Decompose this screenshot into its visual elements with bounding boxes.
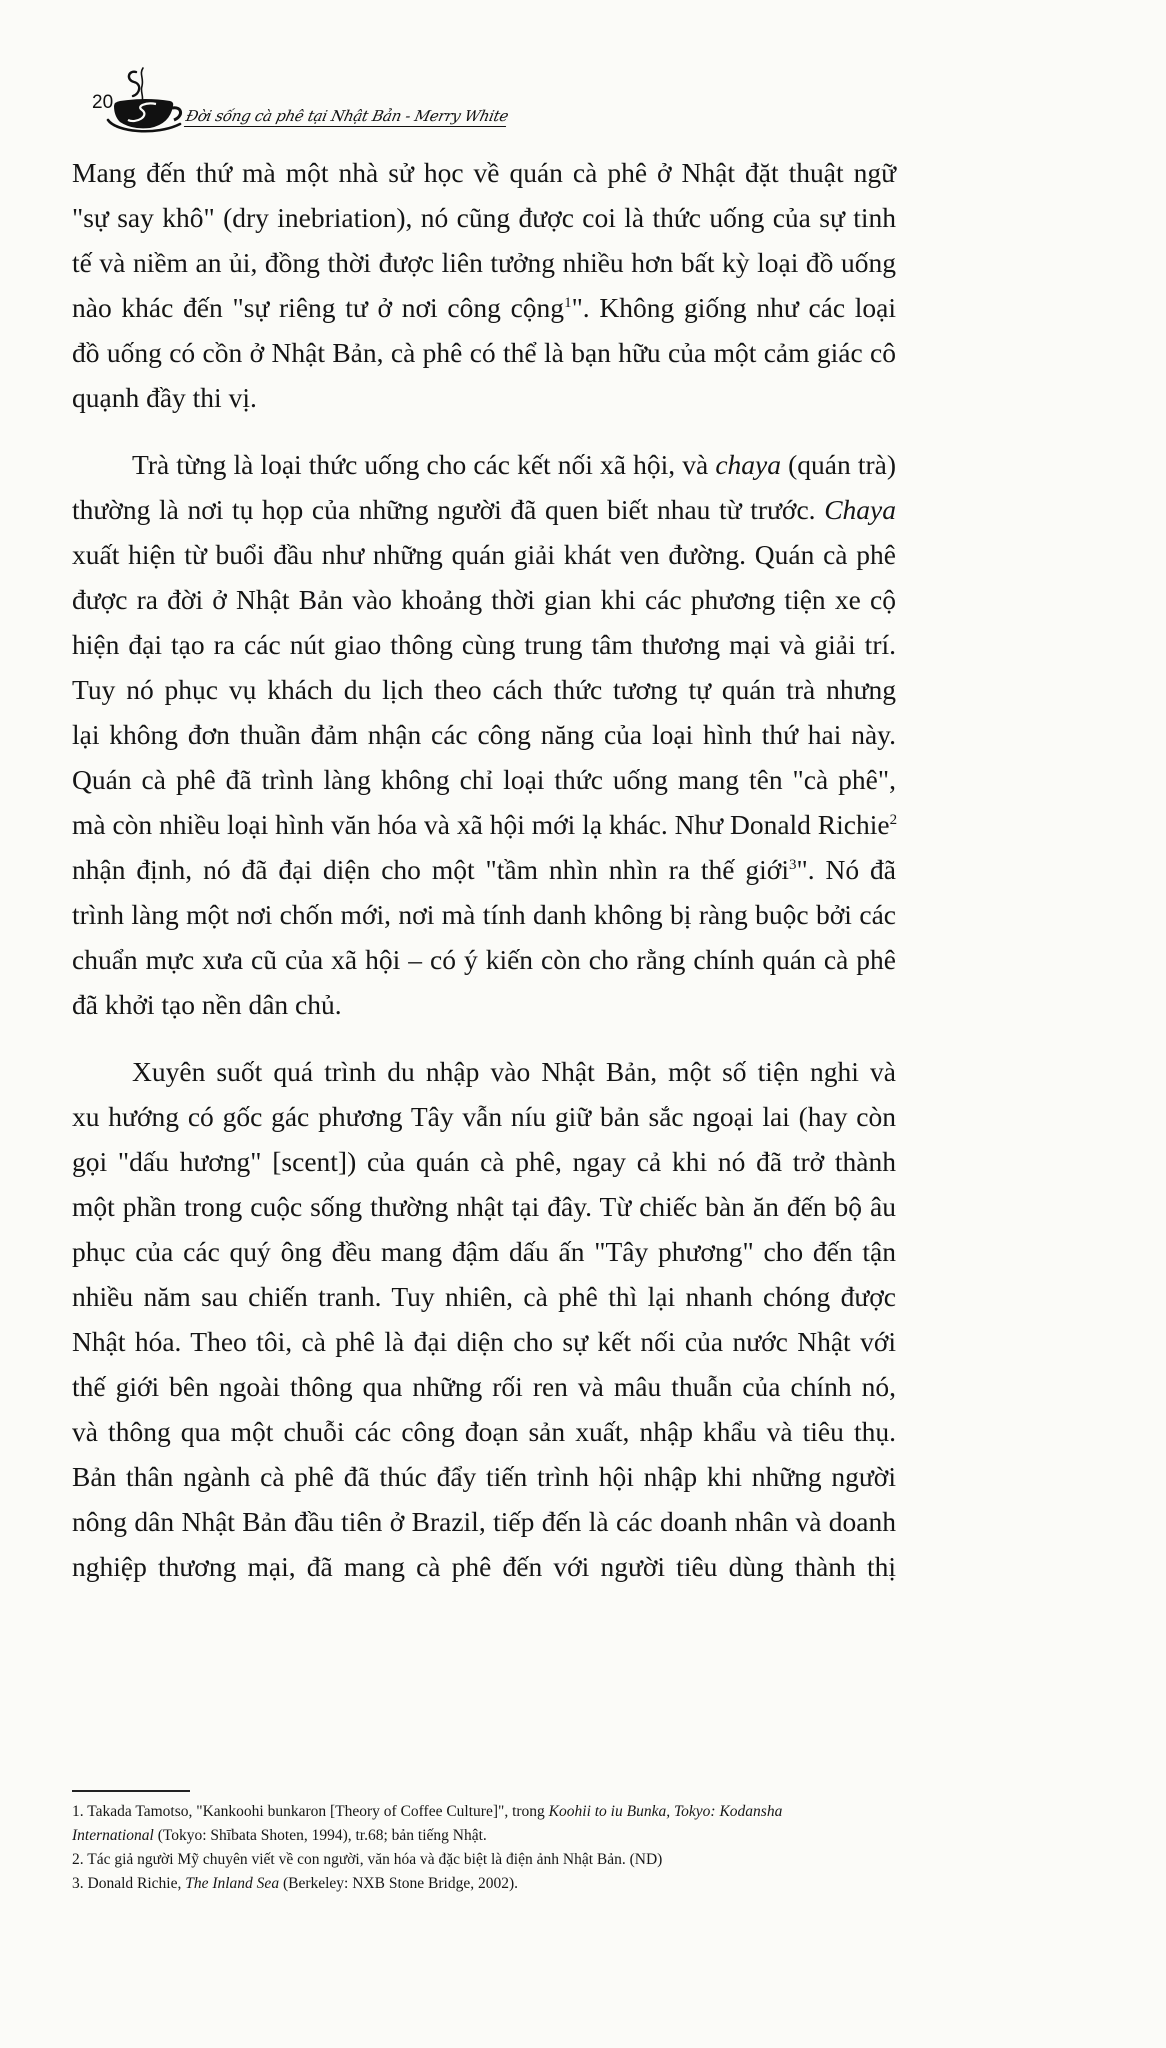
footnote-ref-1[interactable]: 1: [564, 294, 572, 311]
text-line: [72, 487, 896, 532]
text-line: Mang đến thứ mà một nhà sử học về quán cà phê ở Nhật đặt thuật ngữ: [72, 157, 896, 188]
text-span: Trà từng là loại thức uống cho các kết nối xã hội, và: [132, 449, 716, 480]
footnote-text: (Berkeley: NXB Stone Bridge, 2002).: [279, 1875, 518, 1892]
footnote-text: Tác giả người Mỹ chuyên viết về con người, văn hóa và đặc biệt là điện ảnh Nhật Bản. (ND): [83, 1851, 663, 1868]
body-text: [72, 150, 896, 1589]
text-line: thế giới bên ngoài thông qua những rối ren và mâu thuẫn của chính nó,: [72, 1371, 896, 1402]
text-line: xu hướng có gốc gác phương Tây vẫn níu giữ bản sắc ngoại lai (hay còn: [72, 1101, 896, 1132]
footnote-number: 2.: [72, 1851, 84, 1868]
footnote-ref-2[interactable]: 2: [889, 811, 898, 828]
footnote-italic: Koohii to iu Bunka, Tokyo: Kodansha: [548, 1803, 783, 1820]
footnote-2: [72, 1848, 902, 1872]
text-span: nhận định, nó đã đại diện cho một "tầm nhìn nhìn ra thế giới: [72, 854, 789, 885]
text-line: đồ uống có cồn ở Nhật Bản, cà phê có thể là bạn hữu của một cảm giác cô: [72, 337, 896, 368]
text-span: (quán trà): [781, 449, 897, 480]
text-line: quạnh đầy thi vị.: [72, 382, 257, 413]
text-line: [72, 442, 896, 487]
text-line: Tuy nó phục vụ khách du lịch theo cách thức tương tự quán trà nhưng: [72, 674, 896, 705]
footnote-text: Takada Tamotso, "Kankoohi bunkaron [Theory of Coffee Culture]", trong: [83, 1803, 549, 1820]
footnote-3: [72, 1872, 902, 1896]
footnote-italic: International: [72, 1827, 154, 1844]
text-span: nào khác đến "sự riêng tư ở nơi công cộng: [72, 292, 565, 323]
footnotes: [72, 1800, 902, 1896]
text-line: tế và niềm an ủi, đồng thời được liên tưởng nhiều hơn bất kỳ loại đồ uống: [72, 247, 896, 278]
footnote-text: Donald Richie,: [83, 1875, 186, 1892]
footnote-text: (Tokyo: Shībata Shoten, 1994), tr.68; bản tiếng Nhật.: [153, 1827, 487, 1844]
text-line: [72, 847, 896, 892]
running-title: Đời sống cà phê tại Nhật Bản - Merry White: [184, 107, 511, 125]
paragraph-1: [72, 150, 896, 420]
coffee-cup-icon: [106, 66, 186, 136]
paragraph-2: [72, 442, 896, 1027]
running-header: [72, 62, 532, 142]
footnote-line: [72, 1872, 902, 1896]
text-line: nông dân Nhật Bản đầu tiên ở Brazil, tiếp đến là các doanh nhân và doanh: [72, 1506, 896, 1537]
footnote-italic: The Inland Sea: [185, 1875, 280, 1892]
footnote-ref-3[interactable]: 3: [788, 856, 797, 873]
text-line: trình làng một nơi chốn mới, nơi mà tính danh không bị ràng buộc bởi các: [72, 899, 896, 930]
footnote-divider: [72, 1790, 190, 1792]
text-span: ". Nó đã: [796, 854, 896, 885]
text-line: đã khởi tạo nền dân chủ.: [72, 989, 342, 1020]
text-line: lại không đơn thuần đảm nhận các công năng của loại hình thứ hai này.: [72, 719, 896, 750]
paragraph-3: [72, 1049, 896, 1589]
text-line: Quán cà phê đã trình làng không chỉ loại thức uống mang tên "cà phê",: [72, 764, 896, 795]
footnote-line: [72, 1824, 902, 1848]
italic-term: Chaya: [824, 494, 896, 525]
text-line: chuẩn mực xưa cũ của xã hội – có ý kiến còn cho rằng chính quán cà phê: [72, 944, 896, 975]
text-line: Bản thân ngành cà phê đã thúc đẩy tiến trình hội nhập khi những người: [72, 1461, 896, 1492]
footnote-line: [72, 1848, 902, 1872]
text-span: thường là nơi tụ họp của những người đã quen biết nhau từ trước.: [72, 494, 825, 525]
text-span: mà còn nhiều loại hình văn hóa và xã hội mới lạ khác. Như Donald Richie: [72, 809, 890, 840]
text-line: nhiều năm sau chiến tranh. Tuy nhiên, cà phê thì lại nhanh chóng được: [72, 1281, 896, 1312]
text-line: Xuyên suốt quá trình du nhập vào Nhật Bản, một số tiện nghi và: [132, 1056, 896, 1087]
page-number: 20: [92, 92, 114, 113]
text-line: xuất hiện từ buổi đầu như những quán giải khát ven đường. Quán cà phê: [72, 539, 896, 570]
text-line: "sự say khô" (dry inebriation), nó cũng được coi là thức uống của sự tinh: [72, 202, 896, 233]
text-line: phục của các quý ông đều mang đậm dấu ấn "Tây phương" cho đến tận: [72, 1236, 896, 1267]
text-line: Nhật hóa. Theo tôi, cà phê là đại diện cho sự kết nối của nước Nhật với: [72, 1326, 896, 1357]
footnote-1: [72, 1800, 902, 1848]
footnote-line: [72, 1800, 902, 1824]
footnote-number: 1.: [72, 1803, 84, 1820]
text-line: [72, 285, 896, 330]
footnote-number: 3.: [72, 1875, 84, 1892]
text-line: nghiệp thương mại, đã mang cà phê đến với người tiêu dùng thành thị: [72, 1551, 896, 1582]
text-line: được ra đời ở Nhật Bản vào khoảng thời gian khi các phương tiện xe cộ: [72, 584, 896, 615]
text-span: ". Không giống như các loại: [571, 292, 897, 323]
text-line: hiện đại tạo ra các nút giao thông cùng trung tâm thương mại và giải trí.: [72, 629, 896, 660]
text-line: gọi "dấu hương" [scent]) của quán cà phê, ngay cả khi nó đã trở thành: [72, 1146, 896, 1177]
text-line: [72, 802, 896, 847]
italic-term: chaya: [715, 449, 781, 480]
text-line: và thông qua một chuỗi các công đoạn sản xuất, nhập khẩu và tiêu thụ.: [72, 1416, 896, 1447]
text-line: một phần trong cuộc sống thường nhật tại đây. Từ chiếc bàn ăn đến bộ âu: [72, 1191, 896, 1222]
